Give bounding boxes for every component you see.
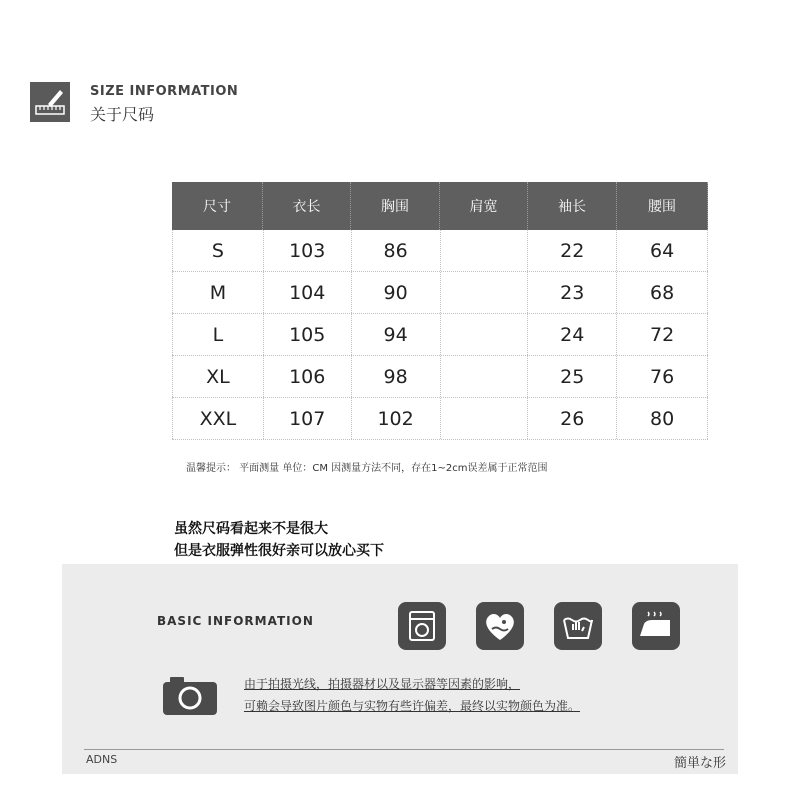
ruler-pencil-icon (30, 82, 70, 122)
column-header: 肩宽 (440, 182, 528, 230)
tagline-line-2: 但是衣服弹性很好亲可以放心买下 (174, 543, 384, 559)
table-cell: 22 (528, 230, 617, 271)
table-cell: S (172, 230, 264, 271)
size-table (172, 182, 708, 440)
table-header (172, 182, 708, 230)
table-row (172, 356, 708, 398)
table-cell (441, 314, 529, 355)
table-cell: 107 (264, 398, 352, 439)
column-header: 胸围 (351, 182, 440, 230)
table-cell: 103 (264, 230, 352, 271)
table-cell: XL (172, 356, 264, 397)
table-cell (441, 356, 529, 397)
table-cell: 90 (352, 272, 441, 313)
column-header: 尺寸 (172, 182, 263, 230)
hand-wash-icon (554, 602, 602, 650)
brand-slogan: 簡単な形 (673, 756, 726, 771)
table-cell: 76 (617, 356, 708, 397)
brand-name: ADNS (86, 753, 118, 766)
column-header: 衣长 (263, 182, 351, 230)
table-cell: XXL (172, 398, 264, 439)
disclaimer-line-2: 可赖会导致图片颜色与实物有些许偏差，最终以实物颜色为准。 (244, 699, 581, 713)
table-cell: L (172, 314, 264, 355)
table-cell: 98 (352, 356, 441, 397)
table-cell (441, 272, 529, 313)
table-cell: M (172, 272, 264, 313)
table-cell: 86 (352, 230, 441, 271)
iron-icon (632, 602, 680, 650)
table-cell: 72 (617, 314, 708, 355)
column-header: 袖长 (528, 182, 617, 230)
column-header: 腰围 (617, 182, 708, 230)
table-cell (441, 230, 529, 271)
table-cell: 80 (617, 398, 708, 439)
tagline-line-1: 虽然尺码看起来不是很大 (174, 521, 328, 537)
table-cell: 105 (264, 314, 352, 355)
table-cell: 94 (352, 314, 441, 355)
measurement-note: 温馨提示： 平面测量 单位：CM 因测量方法不同，存在1~2cm误差属于正常范围 (186, 463, 548, 474)
table-row (172, 230, 708, 272)
table-row (172, 314, 708, 356)
table-cell: 64 (617, 230, 708, 271)
table-cell: 23 (528, 272, 617, 313)
divider (84, 749, 724, 750)
heart-water-icon (476, 602, 524, 650)
disclaimer-line-1: 由于拍摄光线，拍摄器材以及显示器等因素的影响， (244, 677, 521, 691)
table-cell: 25 (528, 356, 617, 397)
table-cell: 26 (528, 398, 617, 439)
table-row (172, 272, 708, 314)
table-cell: 102 (352, 398, 441, 439)
basic-information-title: BASIC INFORMATION (157, 614, 314, 628)
table-row (172, 398, 708, 440)
table-cell: 24 (528, 314, 617, 355)
basic-info-panel (62, 564, 738, 774)
camera-icon (162, 674, 218, 720)
washing-machine-icon (398, 602, 446, 650)
size-information-subtitle: 关于尺码 (90, 105, 155, 124)
table-cell (441, 398, 529, 439)
table-cell: 106 (264, 356, 352, 397)
size-information-title: SIZE INFORMATION (90, 84, 239, 99)
table-cell: 104 (264, 272, 352, 313)
table-cell: 68 (617, 272, 708, 313)
